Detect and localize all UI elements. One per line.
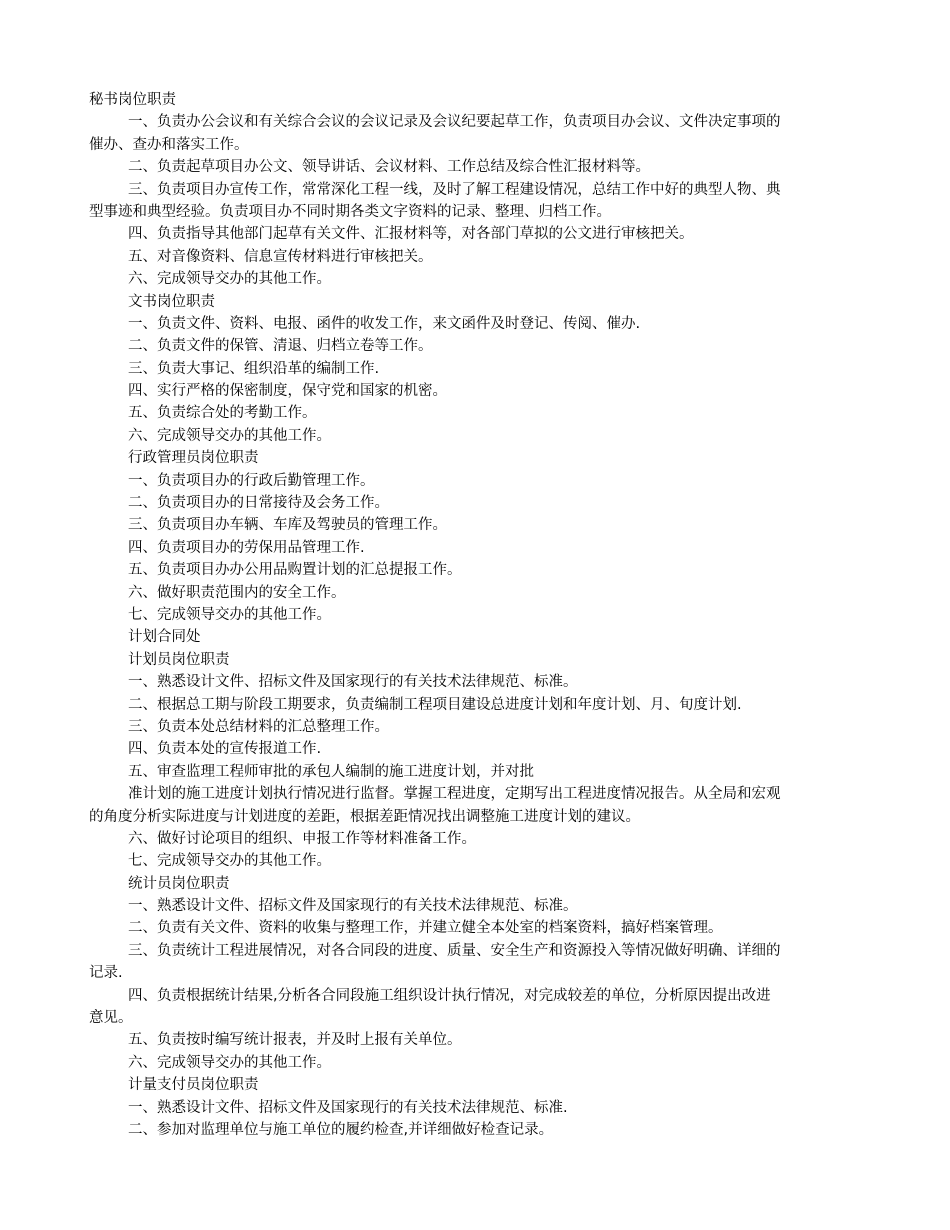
text-line: 意见。 — [89, 1010, 133, 1027]
text-line: 的角度分析实际进度与计划进度的差距，根据差距情况找出调整施工进度计划的建议。 — [89, 808, 640, 825]
text-line: 二、负责有关文件、资料的收集与整理工作，并建立健全本处室的档案资料，搞好档案管理。 — [128, 920, 723, 937]
text-line: 三、负责项目办宣传工作，常常深化工程一线，及时了解工程建设情况，总结工作中好的典型人物、典 — [128, 181, 781, 198]
text-line: 一、负责办公会议和有关综合会议的会议记录及会议纪要起草工作，负责项目办会议、文件决定事项的 — [128, 114, 781, 131]
text-line: 一、熟悉设计文件、招标文件及国家现行的有关技术法律规范、标准。 — [128, 674, 578, 691]
text-line: 六、做好职责范围内的安全工作。 — [128, 584, 346, 601]
text-line: 五、对音像资料、信息宣传材料进行审核把关。 — [128, 248, 433, 265]
text-line: 七、完成领导交办的其他工作。 — [128, 853, 331, 870]
text-line: 四、负责指导其他部门起草有关文件、汇报材料等，对各部门草拟的公文进行审核把关。 — [128, 226, 694, 243]
text-line: 秘书岗位职责 — [89, 92, 176, 108]
text-line: 一、负责项目办的行政后勤管理工作。 — [128, 472, 375, 489]
text-line: 六、做好讨论项目的组织、申报工作等材料准备工作。 — [128, 830, 476, 847]
text-line: 记录. — [89, 965, 123, 982]
text-line: 一、熟悉设计文件、招标文件及国家现行的有关技术法律规范、标准. — [128, 1099, 568, 1116]
text-line: 五、负责项目办办公用品购置计划的汇总提报工作。 — [128, 562, 462, 579]
text-line: 催办、查办和落实工作。 — [89, 136, 249, 153]
text-line: 三、负责大事记、组织沿革的编制工作. — [128, 360, 380, 377]
text-line: 二、负责起草项目办公文、领导讲话、会议材料、工作总结及综合性汇报材料等。 — [128, 159, 650, 176]
text-line: 四、负责项目办的劳保用品管理工作. — [128, 539, 365, 556]
text-line: 文书岗位职责 — [128, 293, 215, 310]
text-line: 二、负责项目办的日常接待及会务工作。 — [128, 495, 389, 512]
text-line: 型事迹和典型经验。负责项目办不同时期各类文字资料的记录、整理、归档工作。 — [89, 203, 611, 220]
text-line: 计划员岗位职责 — [128, 651, 230, 668]
text-line: 计划合同处 — [128, 629, 201, 646]
text-line: 三、负责本处总结材料的汇总整理工作。 — [128, 718, 389, 735]
text-line: 三、负责统计工程进展情况，对各合同段的进度、质量、安全生产和资源投入等情况做好明确、详细的 — [128, 942, 781, 959]
text-line: 六、完成领导交办的其他工作。 — [128, 427, 331, 444]
text-line: 四、负责本处的宣传报道工作. — [128, 741, 322, 758]
text-line: 六、完成领导交办的其他工作。 — [128, 271, 331, 288]
text-line: 五、负责综合处的考勤工作。 — [128, 405, 317, 422]
text-line: 准计划的施工进度计划执行情况进行监督。掌握工程进度，定期写出工程进度情况报告。从全局和宏观 — [128, 786, 781, 803]
text-line: 统计员岗位职责 — [128, 875, 230, 892]
text-line: 七、完成领导交办的其他工作。 — [128, 606, 331, 623]
text-line: 二、负责文件的保管、清退、归档立卷等工作。 — [128, 338, 433, 355]
text-line: 一、负责文件、资料、电报、函件的收发工作，来文函件及时登记、传阅、催办. — [128, 315, 641, 332]
text-line: 计量支付员岗位职责 — [128, 1077, 259, 1094]
text-line: 六、完成领导交办的其他工作。 — [128, 1054, 331, 1071]
text-line: 四、负责根据统计结果,分析各合同段施工组织设计执行情况，对完成较差的单位，分析原因提出改进 — [128, 987, 771, 1004]
text-line: 三、负责项目办车辆、车库及驾驶员的管理工作。 — [128, 517, 447, 534]
text-line: 四、实行严格的保密制度，保守党和国家的机密。 — [128, 383, 447, 400]
text-line: 五、审查监理工程师审批的承包人编制的施工进度计划，并对批 — [128, 763, 534, 780]
text-line: 行政管理员岗位职责 — [128, 450, 259, 467]
text-line: 二、根据总工期与阶段工期要求，负责编制工程项目建设总进度计划和年度计划、月、旬度计划. — [128, 696, 742, 713]
text-line: 五、负责按时编写统计报表，并及时上报有关单位。 — [128, 1032, 462, 1049]
text-line: 一、熟悉设计文件、招标文件及国家现行的有关技术法律规范、标准。 — [128, 898, 578, 915]
text-line: 二、参加对监理单位与施工单位的履约检查,并详细做好检查记录。 — [128, 1121, 554, 1138]
document-body — [89, 89, 863, 1141]
